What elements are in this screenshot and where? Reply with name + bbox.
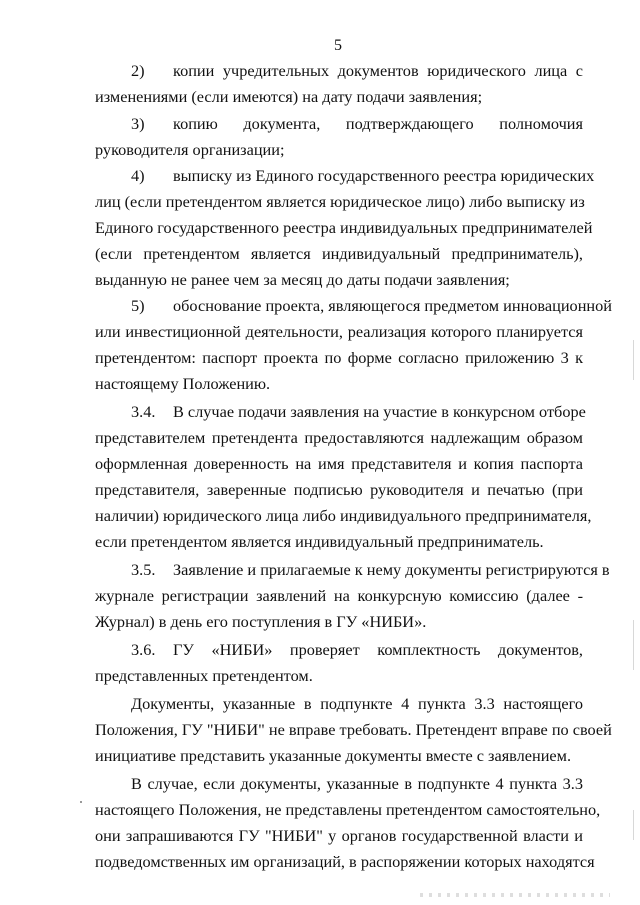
- text-line: лиц (если претендентом является юридическое лицо) либо выписку из: [95, 192, 585, 211]
- scan-dot: [80, 801, 82, 803]
- text-line: (если претендентом является индивидуальный предприниматель),: [95, 244, 583, 263]
- page-number: 5: [334, 37, 342, 54]
- text-line: или инвестиционной деятельности, реализация которого планируется: [95, 322, 583, 341]
- list-item-number: 5): [131, 296, 145, 315]
- list-item-number: 3): [131, 114, 145, 133]
- text-line: выписку из Единого государственного реестра юридических: [173, 166, 595, 185]
- text-line: претендентом: паспорт проекта по форме согласно приложению 3 к: [95, 348, 583, 367]
- text-line: представителя, заверенные подписью руководителя и печатью (при: [95, 480, 583, 499]
- text-line: изменениями (если имеются) на дату подачи заявления;: [95, 87, 483, 106]
- text-line: копии учредительных документов юридического лица с: [173, 61, 583, 80]
- text-line: В случае, если документы, указанные в подпункте 4 пункта 3.3: [131, 774, 583, 793]
- list-item-number: 4): [131, 166, 145, 185]
- text-line: настоящему Положению.: [95, 374, 271, 393]
- text-line: ГУ «НИБИ» проверяет комплектность документов,: [173, 640, 583, 659]
- scan-edge-mark: [633, 810, 634, 840]
- text-line: представленных претендентом.: [95, 666, 313, 685]
- scan-noise: [420, 893, 610, 897]
- scan-edge-mark: [633, 340, 634, 380]
- text-line: Положения, ГУ "НИБИ" не вправе требовать. Претендент вправе по своей: [95, 720, 612, 739]
- text-line: Журнал) в день его поступления в ГУ «НИБИ».: [95, 612, 427, 631]
- text-line: настоящего Положения, не представлены претендентом самостоятельно,: [95, 800, 601, 819]
- text-line: оформленная доверенность на имя представителя и копия паспорта: [95, 454, 583, 473]
- text-line: они запрашиваются ГУ "НИБИ" у органов государственной власти и: [95, 826, 583, 845]
- text-line: если претендентом является индивидуальный предприниматель.: [95, 532, 544, 551]
- text-line: наличии) юридического лица либо индивидуального предпринимателя,: [95, 506, 592, 525]
- clause-number: 3.5.: [131, 560, 156, 579]
- text-line: представителем претендента предоставляются надлежащим образом: [95, 428, 583, 447]
- text-line: Заявление и прилагаемые к нему документы регистрируются в: [173, 560, 610, 579]
- text-line: обоснование проекта, являющегося предметом инновационной: [173, 296, 612, 315]
- text-line: выданную не ранее чем за месяц до даты подачи заявления;: [95, 270, 510, 289]
- text-line: инициативе представить указанные документы вместе с заявлением.: [95, 746, 572, 765]
- list-item-number: 2): [131, 61, 145, 80]
- text-line: подведомственных им организаций, в распоряжении которых находятся: [95, 852, 595, 871]
- text-line: Документы, указанные в подпункте 4 пункта 3.3 настоящего: [131, 694, 583, 713]
- clause-number: 3.4.: [131, 402, 156, 421]
- text-line: копию документа, подтверждающего полномочия: [173, 114, 583, 133]
- clause-number: 3.6.: [131, 640, 156, 659]
- scan-edge-mark: [633, 620, 634, 670]
- text-line: журнале регистрации заявлений на конкурсную комиссию (далее -: [95, 586, 583, 605]
- text-line: В случае подачи заявления на участие в конкурсном отборе: [173, 402, 586, 421]
- text-line: руководителя организации;: [95, 140, 285, 159]
- text-line: Единого государственного реестра индивидуальных предпринимателей: [95, 218, 593, 237]
